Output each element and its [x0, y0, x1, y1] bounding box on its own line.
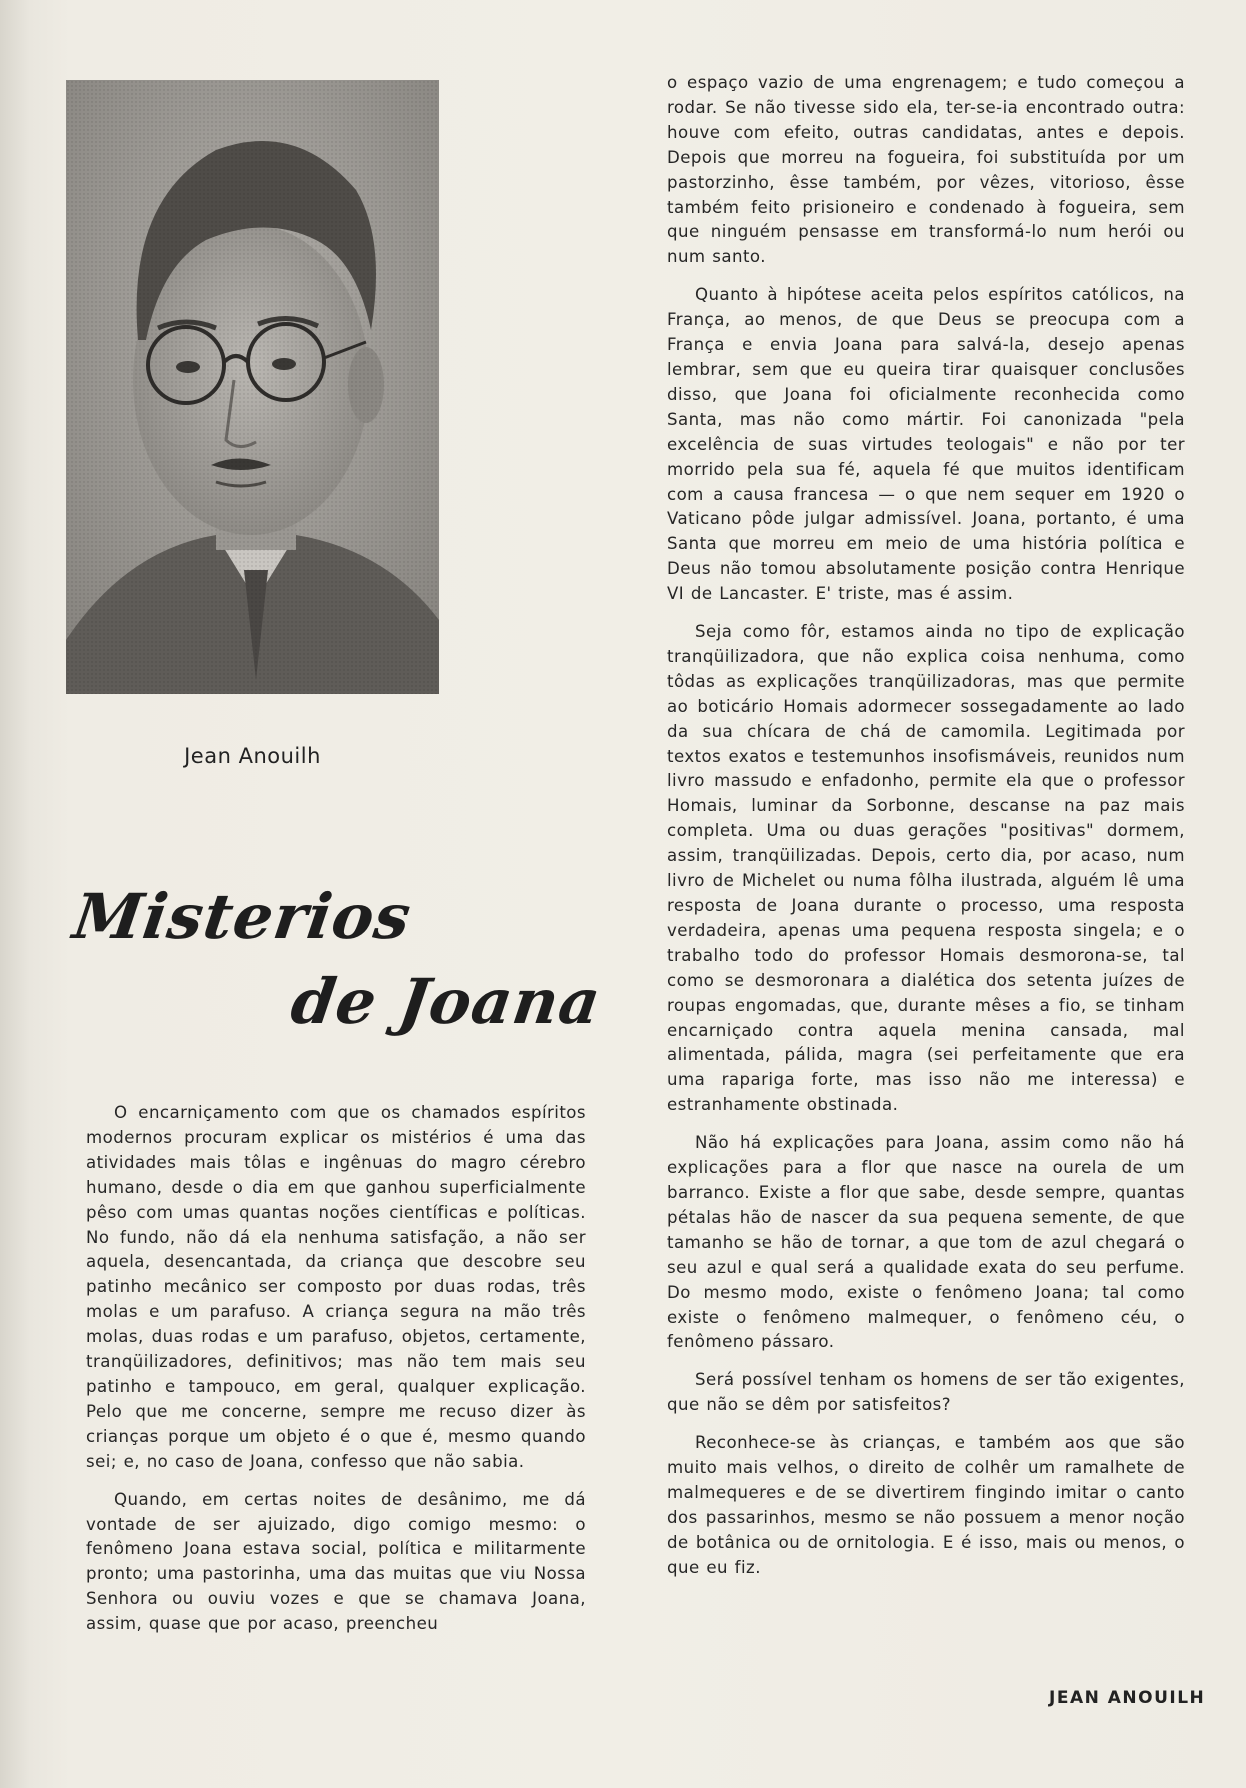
- right-text-column: [667, 71, 1185, 1594]
- photo-caption: Jean Anouilh: [184, 744, 321, 768]
- paragraph: Quanto à hipótese aceita pelos espíritos católicos, na França, ao menos, de que Deus se preocupa com a França e envia Joana para salvá-la, desejo apenas lembrar, sem que eu queira tirar quaisquer conclusões disso, que Joana foi oficialmente reconhecida como Santa, mas não como mártir. Foi canonizada "pela excelência de suas virtudes teologais" e não por ter morrido pela sua fé, aquela fé que muitos identificam com a causa francesa — o que nem sequer em 1920 o Vaticano pôde julgar admissível. Joana, portanto, é uma Santa que morreu em meio de uma história política e Deus não tomou absolutamente posição contra Henrique VI de Lancaster. E' triste, mas é assim.: [667, 285, 1185, 604]
- left-text-column: [86, 1101, 586, 1650]
- paragraph: Quando, em certas noites de desânimo, me dá vontade de ser ajuizado, digo comigo mesmo: o fenômeno Joana estava social, política e militarmente pronto; uma pastorinha, uma das muitas que viu Nossa Senhora ou ouviu vozes e que se chamava Joana, assim, quase que por acaso, preencheu: [86, 1489, 586, 1634]
- portrait-illustration: [66, 80, 439, 694]
- paragraph: Reconhece-se às crianças, e também aos que são muito mais velhos, o direito de colhêr um ramalhete de malmequeres e de se divertirem fingindo imitar o canto dos passarinhos, mesmo se não possuem a menor noção de botânica ou de ornitologia. E é isso, mais ou menos, o que eu fiz.: [667, 1433, 1185, 1577]
- paragraph: Será possível tenham os homens de ser tão exigentes, que não se dêm por satisfeitos?: [667, 1370, 1185, 1415]
- paragraph: O encarniçamento com que os chamados espíritos modernos procuram explicar os mistérios é uma das atividades mais tôlas e ingênuas do magro cérebro humano, desde o dia em que ganhou superficialmente pêso com umas quantas noções científicas e políticas. No fundo, não dá ela nenhuma satisfação, a não ser aquela, desencantada, da criança que descobre seu patinho mecânico ser composto por duas rodas, três molas e um parafuso. A criança segura na mão três molas, duas rodas e um parafuso, objetos, certamente, tranqüilizadores, definitivos; mas não tem mais seu patinho e tampouco, em geral, qualquer explicação. Pelo que me concerne, sempre me recuso dizer às crianças porque um objeto é o que é, mesmo quando sei; e, no caso de Joana, confesso que não sabia.: [86, 1103, 586, 1471]
- author-portrait-photo: [66, 80, 439, 694]
- author-signature: JEAN ANOUILH: [1049, 1688, 1206, 1708]
- article-title-line-2: de Joana: [286, 965, 606, 1038]
- paragraph: Seja como fôr, estamos ainda no tipo de explicação tranqüilizadora, que não explica coisa nenhuma, como tôdas as explicações tranqüilizadoras, mas que permite ao boticário Homais adormecer sossegadamente ao lado da sua chícara de chá de camomila. Legitimada por textos exatos e testemunhos insofismáveis, reunidos num livro massudo e enfadonho, permite ela que o professor Homais, luminar da Sorbonne, descanse na paz mais completa. Uma ou duas gerações "positivas" dormem, assim, tranqüilizadas. Depois, certo dia, por acaso, num livro de Michelet ou numa fôlha ilustrada, alguém lê uma resposta de Joana durante o processo, uma resposta verdadeira, apenas uma pequena resposta singela; e o trabalho todo do professor Homais desmorona-se, tal como se desmoronara a dialética dos setenta juízes de roupas engomadas, que, durante mêses a fio, se tinham encarniçado contra aquela menina cansada, mal alimentada, pálida, magra (sei perfeitamente que era uma rapariga forte, mas isso não me interessa) e estranhamente obstinada.: [667, 622, 1185, 1115]
- paragraph: Não há explicações para Joana, assim como não há explicações para a flor que nasce na ourela de um barranco. Existe a flor que sabe, desde sempre, quantas pétalas hão de nascer da sua pequena semente, de que tamanho se hão de tornar, a que tom de azul chegará o seu azul e qual será a qualidade exata do seu perfume. Do mesmo modo, existe o fenômeno Joana; tal como existe o fenômeno malmequer, o fenômeno céu, o fenômeno pássaro.: [667, 1133, 1185, 1352]
- article-title-line-1: Misterios: [68, 880, 416, 953]
- paragraph: o espaço vazio de uma engrenagem; e tudo começou a rodar. Se não tivesse sido ela, ter-se-ia encontrado outra: houve com efeito, outras candidatas, antes e depois. Depois que morreu na fogueira, foi substituída por um pastorzinho, êsse também, por vêzes, vitorioso, êsse também feito prisioneiro e condenado à fogueira, sem que ninguém pensasse em transformá-lo num herói ou num santo.: [667, 73, 1185, 267]
